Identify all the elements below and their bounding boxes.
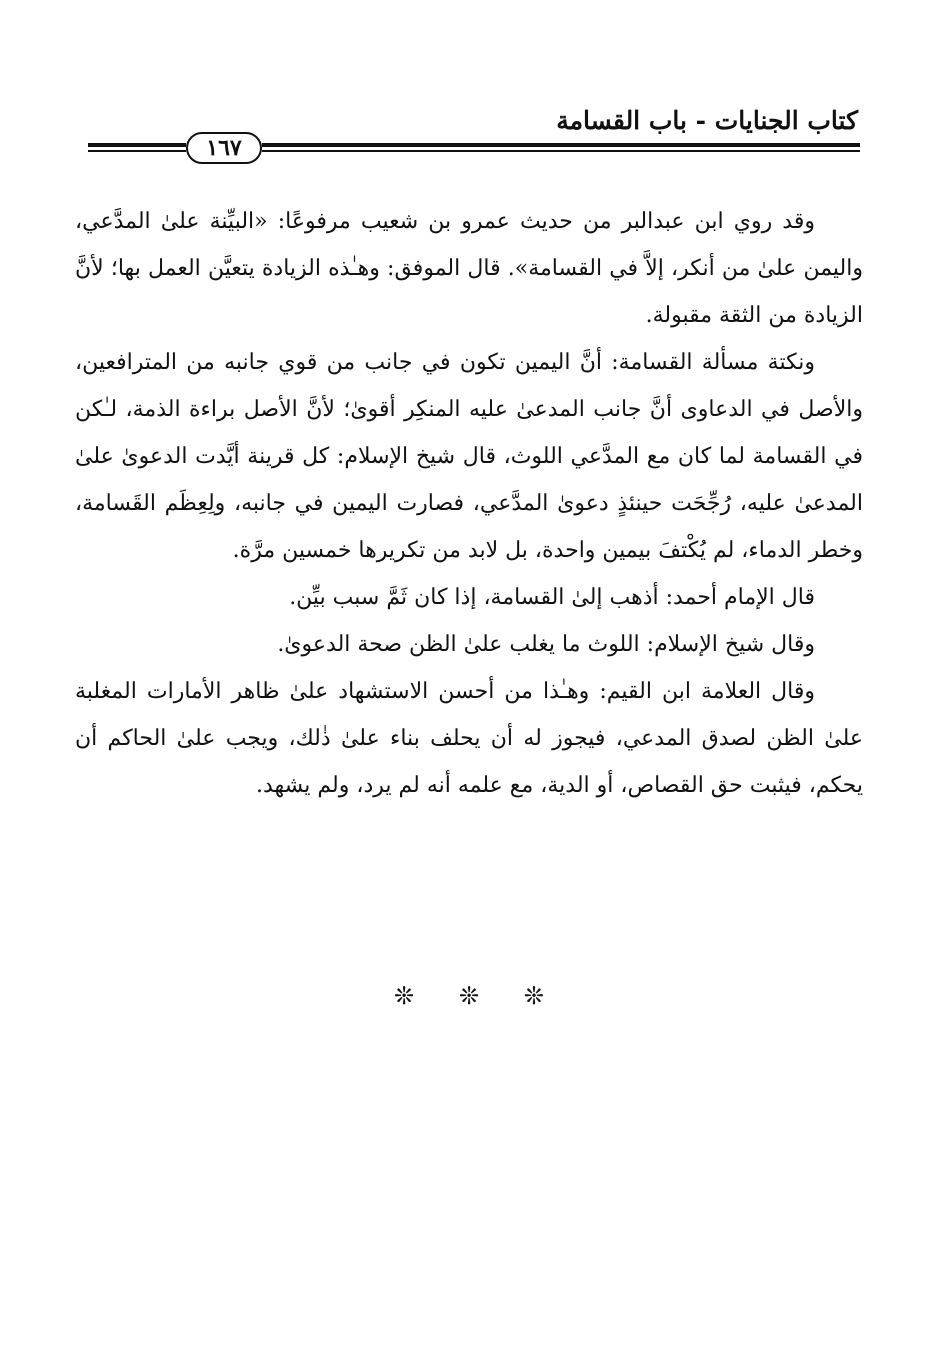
paragraph-3: قال الإمام أحمد: أذهب إلىٰ القسامة، إذا كان ثَمَّ سبب بيِّن. [289, 585, 815, 610]
paragraph-1: وقد روي ابن عبدالبر من حديث عمرو بن شعيب مرفوعًا: «البيِّنة علىٰ المدَّعي، واليمن علىٰ من أنكر، إلاَّ في القسامة». قال الموفق: وهـٰذه الزيادة يتعيَّن العمل بها؛ لأنَّ الزيادة من الثقة مقبولة. [75, 209, 863, 328]
separator-star-icon: ❊ [394, 982, 415, 1010]
paragraph-5: وقال العلامة ابن القيم: وهـٰذا من أحسن الاستشهاد علىٰ ظاهر الأمارات المغلبة علىٰ الظن لصدق المدعي، فيجوز له أن يحلف بناء علىٰ ذٰلك، ويجب علىٰ الحاكم أن يحكم، فيثبت حق القصاص، أو الدية، مع علمه أنه لم يرد، ولم يشهد. [75, 679, 863, 798]
page-body [75, 198, 863, 809]
separator-star-icon: ❊ [523, 982, 544, 1010]
paragraph-2: ونكتة مسألة القسامة: أنَّ اليمين تكون في جانب من قوي جانبه من المترافعين، والأصل في الدعاوى أنَّ جانب المدعىٰ عليه المنكِر أقوىٰ؛ لأنَّ الأصل براءة الذمة، لـٰكن في القسامة لما كان مع المدَّعي اللوث، قال شيخ الإسلام: كل قرينة أيَّدت الدعوىٰ علىٰ المدعىٰ عليه، رُجِّحَت حينئذٍ دعوىٰ المدَّعي، فصارت اليمين في جانبه، ولِعِظَم القَسامة، وخطر الدماء، لم يُكْتفَ بيمين واحدة، بل لابد من تكريرها خمسين مرَّة. [75, 350, 863, 563]
separator-star-icon: ❊ [458, 982, 480, 1010]
running-header-title: كتاب الجنايات - باب القسامة [556, 106, 858, 135]
header-rule-left [88, 143, 186, 152]
paragraph-4: وقال شيخ الإسلام: اللوث ما يغلب علىٰ الظن صحة الدعوىٰ. [277, 632, 815, 657]
page-number-badge: ١٦٧ [186, 132, 262, 164]
header-rule-right [262, 143, 860, 152]
section-separator [394, 982, 544, 1010]
